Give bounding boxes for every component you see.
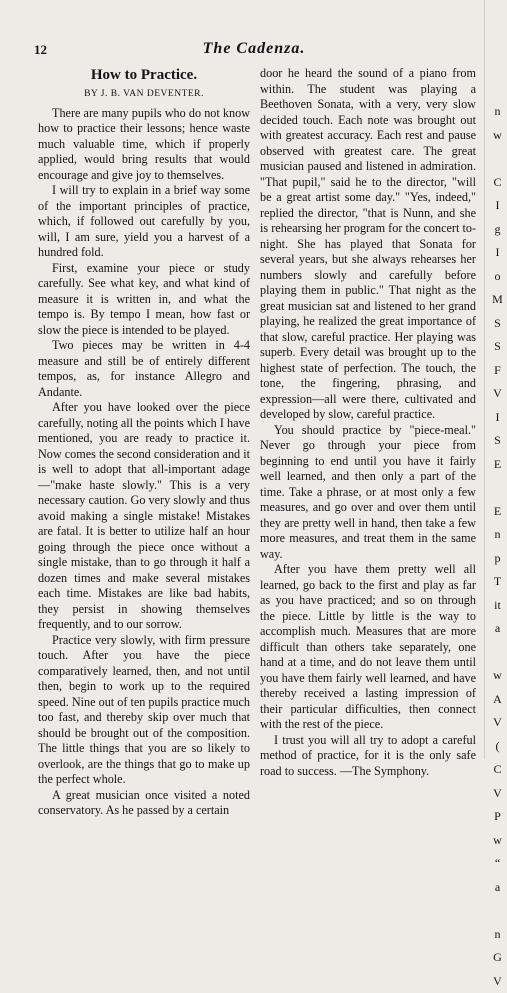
paragraph: You should practice by "piece-meal." Never go through your piece from beginning to end until you have it fairly well learned, and then only a part of the time. Take a phrase, or at most only a few measures, and go over and over them until they are pretty well in hand, then take a few more measures, and treat them in the same way. (260, 423, 476, 563)
paragraph: There are many pupils who do not know how to practice their lessons; hence waste much valuable time, which if properly applied, would bring results that would encourage and give joy to themselves. (38, 106, 250, 184)
margin-fragment: S (488, 312, 507, 336)
margin-fragment: E (488, 500, 507, 524)
article-byline: BY J. B. VAN DEVENTER. (38, 87, 250, 103)
margin-fragment (488, 899, 507, 923)
paragraph: After you have looked over the piece carefully, noting all the points which I have mentioned, you are ready to practice it. Now comes the second consideration and it is well to adopt that all-important adage—"make haste slowly." This is a very necessary caution. Go very slowly and thus avoid making a single mistake! Mistakes are fatal. It is better to utilize half an hour going through the piece once without a single mistake, than to go through it half a dozen times and make several mistakes each time. Mistakes are like bad habits, they persist in showing themselves frequently, and to our sorrow. (38, 400, 250, 633)
paragraph: A great musician once visited a noted conservatory. As he passed by a certain (38, 788, 250, 819)
page-number: 12 (34, 42, 47, 58)
article-title: How to Practice. (38, 66, 250, 84)
margin-fragment: I (488, 406, 507, 430)
article-column-left (38, 66, 250, 819)
margin-fragment: S (488, 335, 507, 359)
margin-fragment: V (488, 782, 507, 806)
adjacent-page-divider (484, 0, 485, 759)
margin-fragment: n (488, 100, 507, 124)
paragraph: Practice very slowly, with firm pressure touch. After you have the piece comparatively learned, then, and not until then, begin to work up to the required speed. Nine out of ten pupils practice much too fast, and thereby skip over much that should be brought out of the composition. The little things that you are so likely to overlook, are the things that go to make up the perfect whole. (38, 633, 250, 788)
margin-fragment: a (488, 617, 507, 641)
margin-fragment: S (488, 429, 507, 453)
paragraph: Two pieces may be written in 4-4 measure and still be of entirely different tempos, as, for instance Allegro and Andante. (38, 338, 250, 400)
page-header (34, 40, 474, 60)
margin-fragment: n (488, 923, 507, 947)
paragraph: First, examine your piece or study carefully. See what key, and what kind of measure it is written in, and what the tempo is. By tempo I mean, how fast or slow the piece is intended to be played. (38, 261, 250, 339)
paragraph: I will try to explain in a brief way some of the important principles of practice, which, if followed out carefully by you, will, I am sure, yield you a harvest of a hundred fold. (38, 183, 250, 261)
margin-fragment: g (488, 218, 507, 242)
adjacent-page-fragments (488, 100, 507, 993)
margin-fragment: V (488, 382, 507, 406)
margin-fragment: w (488, 124, 507, 148)
paragraph: door he heard the sound of a piano from within. The student was playing a Beethoven Sonata, with a very, very slow decided touch. Each note was brought out with greatest accuracy. Each rest and pause observed with greatest care. The great musician paused and listened in admiration. "That pupil," said he to the director, "will be a great artist some day." "Yes, indeed," replied the director, "that is Nunn, and she is rehearsing her program for the concert to-night. She has played that Sonata for several years, but she always rehearses her numbers slowly and carefully before playing them in public." That night as the great musician sat and listened to her grand playing, he realized the great importance of that slow, careful practice. Her playing was superb. Every detail was brought up to the highest state of perfection. The touch, the tone, the fingering, phrasing, and expression—all were there, cultivated and developed by slow, careful practice. (260, 66, 476, 423)
margin-fragment (488, 476, 507, 500)
margin-fragment: E (488, 453, 507, 477)
margin-fragment: V (488, 711, 507, 735)
margin-fragment: C (488, 758, 507, 782)
margin-fragment: F (488, 359, 507, 383)
margin-fragment: C (488, 171, 507, 195)
margin-fragment: G (488, 946, 507, 970)
magazine-title: The Cadenza. (34, 40, 474, 58)
margin-fragment: V (488, 970, 507, 993)
margin-fragment: I (488, 194, 507, 218)
margin-fragment: n (488, 523, 507, 547)
margin-fragment: A (488, 688, 507, 712)
margin-fragment: P (488, 805, 507, 829)
article-column-right (260, 66, 476, 779)
margin-fragment: w (488, 829, 507, 853)
margin-fragment: I (488, 241, 507, 265)
margin-fragment: p (488, 547, 507, 571)
margin-fragment: “ (488, 852, 507, 876)
paragraph: I trust you will all try to adopt a careful method of practice, for it is the only safe road to success. —The Symphony. (260, 733, 476, 780)
margin-fragment: M (488, 288, 507, 312)
margin-fragment: o (488, 265, 507, 289)
margin-fragment: T (488, 570, 507, 594)
margin-fragment: w (488, 664, 507, 688)
paragraph: After you have them pretty well all learned, go back to the first and play as far as you have practiced; and so on through the piece. Little by little is the way to accomplish much. Measures that are more difficult than others take separately, one hand at a time, and do not leave them until you have them fairly well learned, and have thereby received a lasting impression of their particular difficulties, then connect with the rest of the piece. (260, 562, 476, 733)
margin-fragment: ( (488, 735, 507, 759)
margin-fragment: it (488, 594, 507, 618)
margin-fragment (488, 147, 507, 171)
margin-fragment: a (488, 876, 507, 900)
margin-fragment (488, 641, 507, 665)
